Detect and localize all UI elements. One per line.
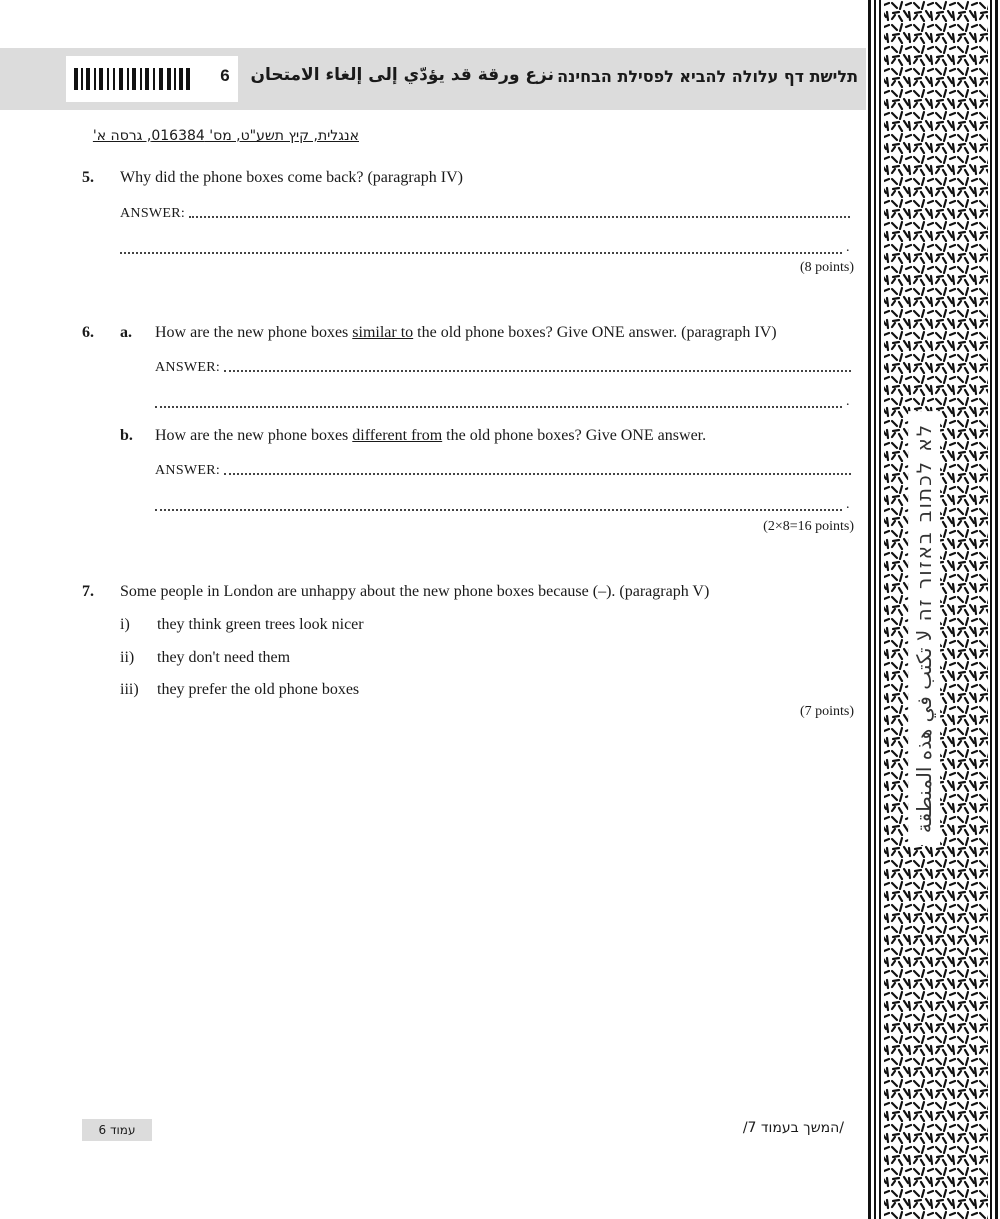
header-page-number: 6 — [220, 66, 230, 85]
question-6a-answer-line-2[interactable] — [155, 404, 842, 408]
barcode — [66, 56, 238, 102]
option-number: iii) — [120, 681, 139, 698]
option-number: ii) — [120, 649, 135, 666]
question-5-answer-field[interactable] — [120, 204, 850, 222]
option-iii[interactable]: they prefer the old phone boxes — [157, 681, 360, 698]
option-ii[interactable]: they don't need them — [157, 649, 291, 666]
line-end-dot: . — [846, 497, 850, 512]
barcode-icon — [74, 68, 194, 90]
question-7-text: Some people in London are unhappy about the new phone boxes because (–). (paragraph V) — [120, 583, 710, 600]
question-6b-underlined: different from — [352, 427, 443, 444]
header-warning-hebrew: תלישת דף עלולה להביא לפסילת הבחינה — [557, 67, 858, 86]
question-5-points: (8 points) — [799, 260, 854, 275]
option-number: i) — [120, 616, 130, 633]
question-7-points: (7 points) — [799, 704, 854, 719]
answer-label: ANSWER: — [155, 463, 221, 478]
question-6b-text: How are the new phone boxes different from the old phone boxes? Give ONE answer. — [155, 427, 707, 444]
question-6-points: (2×8=16 points) — [763, 519, 854, 534]
question-6b-letter: b. — [120, 427, 133, 444]
question-6a-letter: a. — [120, 324, 132, 341]
footer-page-label: עמוד 6 — [82, 1119, 152, 1141]
footer-continued: /המשך בעמוד 7/ — [742, 1120, 844, 1136]
question-6a-underlined: similar to — [352, 324, 414, 341]
no-write-hebrew: לא לכתוב באזור זה — [912, 422, 937, 621]
question-6a-text: How are the new phone boxes similar to the old phone boxes? Give ONE answer. (paragraph IV) — [155, 324, 777, 341]
no-write-arabic: لا تكتب في هذه المنطقة — [912, 629, 937, 833]
line-end-dot: . — [846, 394, 850, 409]
line-end-dot: . — [846, 240, 850, 255]
question-6-number: 6. — [82, 324, 94, 341]
question-6b-answer-line-2[interactable] — [155, 507, 842, 511]
exam-code: אנגלית, קיץ תשע"ט, מס' 016384, גרסה א' — [92, 128, 359, 144]
answer-label: ANSWER: — [120, 206, 186, 221]
question-6b-answer-field[interactable] — [155, 461, 851, 479]
answer-label: ANSWER: — [155, 360, 221, 375]
no-write-notice — [904, 255, 944, 1000]
question-6a-answer-field[interactable] — [155, 358, 851, 376]
question-5-text: Why did the phone boxes come back? (paragraph IV) — [120, 169, 463, 186]
question-5-number: 5. — [82, 169, 94, 186]
option-i[interactable]: they think green trees look nicer — [157, 616, 364, 633]
question-5-answer-line-2[interactable] — [120, 250, 842, 254]
question-7-number: 7. — [82, 583, 94, 600]
header-warning-arabic: نزع ورقة قد يؤدّي إلى إلغاء الامتحان — [250, 65, 554, 85]
